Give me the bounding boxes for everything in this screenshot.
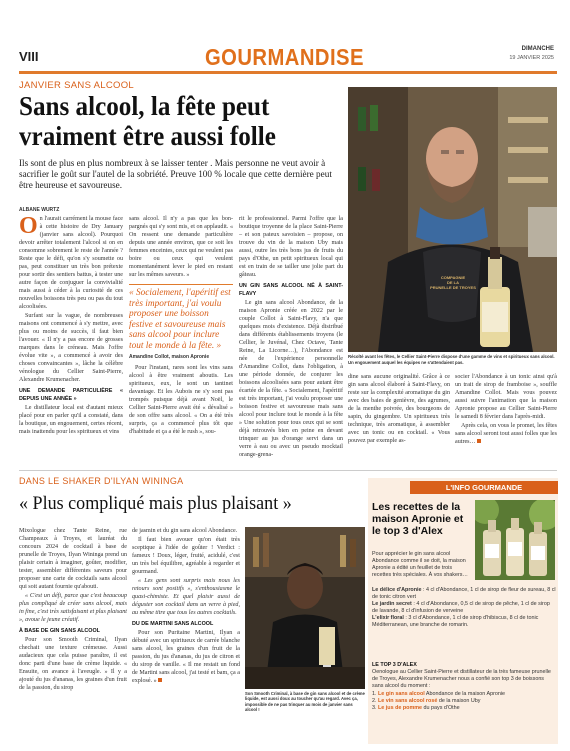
article1-c3-p1: rit le professionnel. Parmi l'offre que la boutique troyenne de la place Saint-Pierre – et son pateux savoisien – propose, on trouve du vin de la maison Uby mais aussi, outre les très bons jus de fruits du pays d'Othe, un petit spiritueux local qui est en train de se tailler une jolie part du gâteau. <box>239 216 343 278</box>
top3-title: LE TOP 3 D'ALEX <box>372 662 417 668</box>
article1-column-4 <box>348 373 450 463</box>
article1-subhead-1: UNE DEMANDE PARTICULIÈRE « DEPUIS UNE ANNÉE » <box>19 388 123 402</box>
header-day: DIMANCHE <box>521 46 554 52</box>
dropcap: O <box>19 215 38 239</box>
recipe-2-name: Le jardin secret <box>372 601 412 607</box>
article1-c1-p2: Surfant sur la vague, de nombreuses maisons ont commencé à s'y mettre, avec plus ou moins de succès, il faut bien l'avouer. « Il n'y a pas encore de grosses marques dans le créneau. Mais l'offre évolue vite », a commencé à avoir des choses convaincantes », lâche la célèbre vénologue du Cellier Saint-Pierre, Alexandre Krumenacher. <box>19 313 123 383</box>
pull-quote <box>129 284 233 361</box>
article1-photo <box>348 87 557 352</box>
article1-kicker: JANVIER SANS ALCOOL <box>19 80 134 91</box>
bottles-illustration <box>475 500 555 580</box>
top3-section <box>372 662 556 712</box>
mixologist-illustration <box>245 527 365 689</box>
article2-c2-p3: « Les gens sont surpris mais nous les retours sont positifs », s'enthousiasme le quasi-chimiste. Et quel plaisir aussi de déguster son cocktail dans un verre à pied, au même titre que tous les autres cocktails. <box>132 578 240 616</box>
recipe-1-name: Le délice d'Apronie <box>372 587 422 593</box>
man-with-bottle-illustration <box>348 87 557 352</box>
apron-label <box>428 275 478 290</box>
info-box-title: Les recettes de la maison Apronie et le top 3 d'Alex <box>372 501 464 537</box>
recipe-3-name: L'elixir floral <box>372 615 404 621</box>
article1-c2-p1: sans alcool. Il n'y a pas que les bon-pargnés qui s'y sont mis, et on applaudit. « On ressent une demande particulière depuis une année environ, que ce soit les femmes enceintes, ceux qui ne veulent pas boire ou ceux qui veulent momentanément lever le pied en restant sur les mêmes saveurs. » <box>129 216 233 278</box>
article2-c2-p2: Il faut bien avouer qu'on était très sceptique à l'idée de goûter ! Verdict : fameux ! Doux, léger, fruité, acidulé, c'est un très bel équilibre, agréable à regarder et gourmand. <box>132 537 240 575</box>
end-mark-icon <box>477 439 481 443</box>
article2-subhead-2: DU DE MARTINI SANS ALCOOL <box>132 621 214 627</box>
header-date: 19 JANVIER 2025 <box>509 55 554 61</box>
article1-photo-caption: Récolté avant les fêtes, le Cellier Saint-Pierre dispose d'une gamme de vins et spiritueux sans alcool. Un engouement auquel les équipes ne s'attendaient pas. <box>348 354 555 365</box>
article1-subhead-2: UN GIN SANS ALCOOL NÉ À SAINT-FLAVY <box>239 283 343 297</box>
article2-c1-p1: Mixologue chez Tante Reine, rue Champeaux à Troyes, et lauréat du concours 2024 de cocktail à base de prunelle de Troyes, Ilyan Wininga prend un plaisir certain à imaginer, goûter, modifier, tester, assembler différentes saveurs pour proposer une carte de cocktails sans alcool qui soit autant fournie qu'abouti. <box>19 528 127 590</box>
article1-column-2 <box>129 215 233 465</box>
article2-c2-p1: de jasmin et du gin sans alcool Abondance. <box>132 528 238 534</box>
top3-item-2: 2. Le vin sans alcool rosé de la maison Uby <box>372 698 481 704</box>
pull-quote-author: Amandine Collot, maison Apronie <box>129 354 210 360</box>
article2-c1-p3: Pour son Smooth Criminal, Ilyan chechait une texture crémeuse. Aussi audacieux que cela puisse paraître, il est donc parti d'une base de crème liquide. « Ensuite, on avance à l'aveugle. » Il y a ajouté du jus d'ananas, les graines d'un fruit de la passion, du sirop <box>19 637 127 691</box>
end-mark-icon <box>158 678 162 682</box>
article2-photo <box>245 527 365 689</box>
article2-subhead-1: À BASE DE GIN SANS ALCOOL <box>19 628 100 634</box>
apron-label-line-3: PRUNELLE DE TROYES <box>430 285 476 290</box>
article1-c5-p1: socier l'Abondance à un tonic ainsi qu'à un trait de sirop de framboise », souffle Amandine Collot. Mais vous pouvez aussi suivre l'animation que la maison Apronie propose au Cellier Saint-Pierre le samedi 8 février dans l'après-midi. <box>455 374 557 420</box>
apron-label-line-1: COMPAGNIE <box>440 275 466 280</box>
info-box-intro: Pour apprécier le gin sans alcool Abondance comme il se doit, la maison Apronie a édité un feuillet de trois recettes très spéciales. À vos shakers… <box>372 551 468 578</box>
top3-intro: Oenologue au Cellier Saint-Pierre et distillateur de la très fameuse prunelle de Troyes, Alexandre Krumenacher nous a confié son top 3 de boissons sans alcool du moment : <box>372 669 551 689</box>
article2-column-2 <box>132 527 240 742</box>
top3-item-1: 1. Le gin sans alcool Abondance de la maison Apronie <box>372 691 506 697</box>
recipes-list <box>372 587 556 629</box>
header-rule <box>19 71 557 74</box>
info-box-tag: L'INFO GOURMANDE <box>410 481 558 494</box>
article2-c1-p2: « C'est un défi, parce que c'est beaucoup plus compliqué de créer sans alcool, mais in fine, c'est très satisfaisant et plus plaisant », avoue le jeune créatif. <box>19 593 127 623</box>
article1-column-3 <box>239 215 343 465</box>
article2-c2-p4: Pour son Puritaine Martini, Ilyan a débuté avec un spiritueux de carrée blanche sans alcool, les graines d'un fruit de la passion, du jus d'ananas, du jus de citron et du sirop de vanille. « Il me restait un fond de Martini sans alcool, j'ai testé et bam, ça a explosé. » <box>132 630 240 684</box>
article1-c4-p1: dine sans aucune originalité. Grâce à ce gin sans alcool élaboré à Saint-Flavy, on reste sur la complexité aromatique du gin avec des baies de genièvre, des agrumes, de la menthe poivrée, des bourgeons de sapin, du gingembre. Un spiritueux très technique, très aromatique, à assembler avec un tonic ou en cocktail. « Vous pouvez par exemple as- <box>348 374 450 444</box>
recipe-2: Le jardin secret : 4 cl d'Abondance, 0,5 cl de sirop de pêche, 1 cl de sirop de lavande, 8 cl d'infusion de verveine <box>372 601 550 614</box>
bottles-photo <box>475 500 555 580</box>
article2-photo-caption: Son Smooth Criminal, à base de gin sans alcool et de crème liquide, est aussi doux au toucher qu'au regard. Avec ça, impossible de ne pas trinquer au mois de janvier sans alcool ! <box>245 691 365 712</box>
article1-c1-p1: n l'aurait carrément la mouse face à cette histoire de Dry January (janvier sans alcool). Pourquoi devoir arrêter totalement l'alcool si on en consomme sobrement le reste de l'année ? Reste que le défi, qu'on s'y soumette ou pas, peut constituer un très bon prétexte pour sortir des sentiers battus, à tester une autre façon de conjuguer la convivialité mais aussi à céder à la curiosité de ces nouvelles boissons très peu ou pas du tout alcoolisées. <box>19 216 123 310</box>
article1-column-5 <box>455 373 557 463</box>
article1-c1-p3: Le distillateur local est d'autant mieux placé pour en parler qu'il a constaté, dans la boutique, un engouement, certes récent, mais inattendu pour les spiritueux et vins <box>19 405 123 435</box>
recipe-3: L'elixir floral : 3 cl d'Abondance, 1 cl de sirop d'hibiscus, 8 cl de tonic Méditerranean, une branche de romarin. <box>372 615 539 628</box>
article1-author: ALBANE WURTZ <box>19 207 60 213</box>
article1-c3-p2: Le gin sans alcool Abondance, de la maison Apronie créée en 2022 par le couple Collot à Saint-Flavy, n'a que quelques mois d'existence. Déjà distribué dans différents établissements troyens (le Cellier, le Juvénal, Chez Octave, Tante Reine, La Licorne…), l'Abondance est née de l'expérience personnelle d'Amandine Collot, dans l'obligation, à une période donnée, de conjurer les boissons alcoolisées sans pour autant être écartée de la fête. « Socialement, l'apéritif est très important, j'ai voulu proposer une boisson festive et savoureuse mais sans alcool pour inclure tout le monde à la fête » Une solution pour tous ceux qui se sont déjà retrouvés bien en peine en devant trinquer au jus d'orange servi dans un verre à eau ou avec un pseudo mocktail orange-grena- <box>239 300 343 458</box>
pull-quote-text: « Socialement, l'apéritif est très important, j'ai voulu proposer une boisson festive et savoureuse mais sans alcool pour inclure tout le monde à la fête. » <box>129 288 231 351</box>
top3-item-3: 3. Le jus de pomme du pays d'Othe <box>372 705 460 711</box>
article1-c2-p2: Pour l'instant, rares sont les vins sans alcool à être vraiment aboutis. Les spiritueux, eux, le sont un tantinet davantage. Et les Aubois ne s'y sont pas trompés puisque déjà avant Noël, le Cellier Saint-Pierre avait été « dévalisé » de son offre sans alcool. « On a été très surpris, ça a commencé plus tôt que d'habitude et ça a été le rush », sou- <box>129 365 233 435</box>
article2-rule <box>19 470 557 471</box>
page-number: VIII <box>19 49 39 64</box>
section-title: GOURMANDISE <box>205 44 364 70</box>
article1-title-1: Sans alcool, la fête peut <box>19 91 270 121</box>
article1-lead: Ils sont de plus en plus nombreux à se laisser tenter . Mais personne ne veut avoir à sacrifier le goût sur l'autel de la sobriété. Preuve 100 % locale que cette dernière peut être heureuse et savoureuse. <box>19 158 332 190</box>
article1-c5-p2: Après cela, on vous le promet, les fêtes sans alcool seront tout aussi folles que les autres… <box>455 423 557 445</box>
article1-column-1 <box>19 215 123 465</box>
article2-kicker: DANS LE SHAKER D'ILYAN WININGA <box>19 476 184 486</box>
article1-title-2: vraiment être aussi folle <box>19 121 276 151</box>
recipe-1: Le délice d'Apronie : 4 cl d'Abondance, 1 cl de sirop de fleur de sureau, 8 cl de tonic citron vert <box>372 587 556 600</box>
article2-column-1 <box>19 527 127 742</box>
apron-label-line-2: DE LA <box>447 280 459 285</box>
article2-title: « Plus compliqué mais plus plaisant » <box>19 493 292 514</box>
